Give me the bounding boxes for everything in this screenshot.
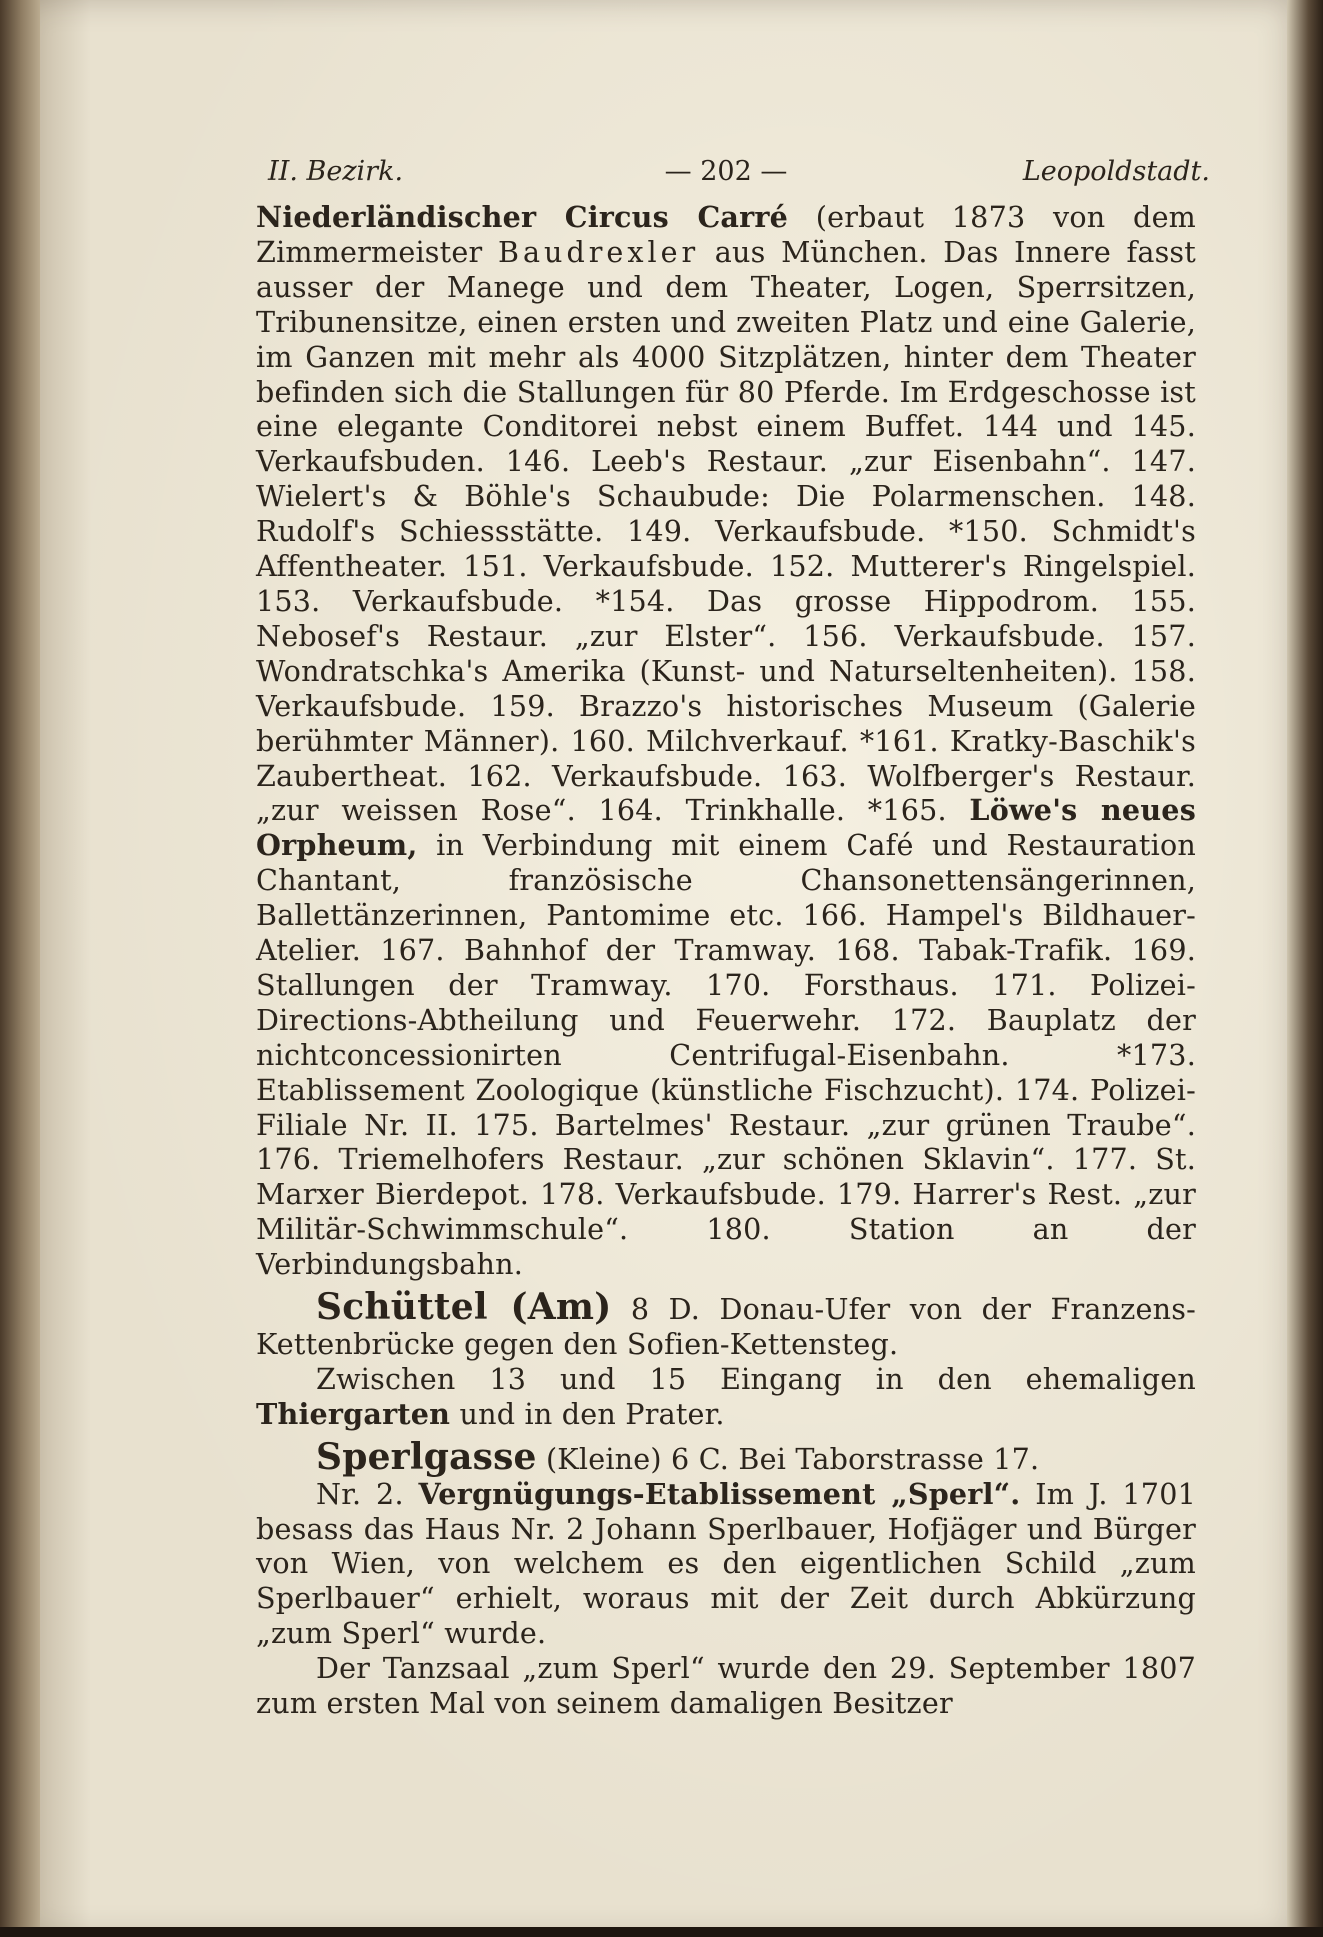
schuettel-text-2b: und in den Prater. <box>450 1396 725 1431</box>
circus-entry <box>256 200 1196 1282</box>
orpheum-name: Löwe's neues Orpheum, <box>256 793 1196 863</box>
running-head-district: II. Bezirk. <box>268 156 404 187</box>
sperl-paragraph-3: Der Tanzsaal „zum Sperl“ wurde den 29. September 1807 zum ersten Mal von seinem damaligen Besitzer <box>256 1651 1196 1721</box>
running-head <box>256 150 1210 200</box>
schuettel-text-1: 8 D. Donau-Ufer von der Franzens-Kettenbrücke gegen den Sofien-Kettensteg. <box>256 1292 1196 1361</box>
circus-text-3: in Verbindung mit einem Café und Restauration Chantant, französische Chansonettensängerinnen, Ballettänzerinnen, Pantomime etc. 166. Hampel's Bildhauer-Atelier. 167. Bahnhof der Tramway. 168. Tabak-Trafik. 169. Stallungen der Tramway. 170. Forsthaus. 171. Polizei-Directions-Abtheilung und Feuerwehr. 172. Bauplatz der nichtconcessionirten Centrifugal-Eisenbahn. *173. Etablissement Zoologique (künstliche Fischzucht). 174. Polizei-Filiale Nr. II. 175. Bartelmes' Restaur. „zur grünen Traube“. 176. Triemelhofers Restaur. „zur schönen Sklavin“. 177. St. Marxer Bierdepot. 178. Verkaufsbude. 179. Harrer's Rest. „zur Militär-Schwimmschule“. 180. Station an der Verbindungsbahn. <box>256 828 1196 1282</box>
sperl-establishment: Vergnügungs-Etablissement „Sperl“. <box>418 1476 1021 1511</box>
sperl-text-2: Im J. 1701 besass das Haus Nr. 2 Johann Sperlbauer, Hofjäger und Bürger von Wien, von welchem es den eigentlichen Schild „zum Sperlbauer“ erhielt, woraus mit der Zeit durch Abkürzung „zum Sperl“ wurde. <box>256 1476 1196 1651</box>
circus-title: Niederländischer Circus Carré <box>256 200 789 234</box>
bottom-edge <box>0 1927 1323 1937</box>
sperl-nr: Nr. 2. <box>316 1476 419 1511</box>
page-number: — 202 — <box>664 156 788 187</box>
sperl-paragraph-2 <box>256 1477 1196 1652</box>
circus-builder: Baudrexler <box>497 234 700 269</box>
circus-text-2: aus München. Das Innere fasst ausser der Manege und dem Theater, Logen, Sperrsitzen, Tribunensitze, einen ersten und zweiten Platz und eine Galerie, im Ganzen mit mehr als 4000 Sitzplätzen, hinter dem Theater befinden sich die Stallungen für 80 Pferde. Im Erdgeschosse ist eine elegante Conditorei nebst einem Buffet. 144 und 145. Verkaufsbuden. 146. Leeb's Restaur. „zur Eisenbahn“. 147. Wielert's & Böhle's Schaubude: Die Polarmenschen. 148. Rudolf's Schiessstätte. 149. Verkaufsbude. *150. Schmidt's Affentheater. 151. Verkaufsbude. 152. Mutterer's Ringelspiel. 153. Verkaufsbude. *154. Das grosse Hippodrom. 155. Nebosef's Restaur. „zur Elster“. 156. Verkaufsbude. 157. Wondratschka's Amerika (Kunst- und Naturseltenheiten). 158. Verkaufsbude. 159. Brazzo's historisches Museum (Galerie berühmter Männer). 160. Milchverkauf. *161. Kratky-Baschik's Zaubertheat. 162. Verkaufsbude. 163. Wolfberger's Restaur. „zur weissen Rose“. 164. Trinkhalle. *165. <box>256 234 1197 828</box>
circus-text-1: (erbaut 1873 von dem Zimmermeister <box>256 200 1196 269</box>
sperl-text-1: (Kleine) 6 C. Bei Taborstrasse 17. <box>536 1441 1040 1476</box>
running-head-quarter: Leopoldstadt. <box>1022 156 1210 187</box>
page-edge-shadow <box>1287 0 1323 1937</box>
schuettel-title: Schüttel (Am) <box>316 1286 612 1329</box>
thiergarten-name: Thiergarten <box>256 1396 451 1431</box>
sperl-title: Sperlgasse <box>316 1435 537 1478</box>
schuettel-entry <box>256 1286 1196 1362</box>
schuettel-text-2a: Zwischen 13 und 15 Eingang in den ehemaligen <box>316 1361 1196 1396</box>
page-content <box>256 150 1210 1721</box>
sperl-entry <box>256 1435 1196 1478</box>
schuettel-paragraph-2 <box>256 1362 1196 1432</box>
